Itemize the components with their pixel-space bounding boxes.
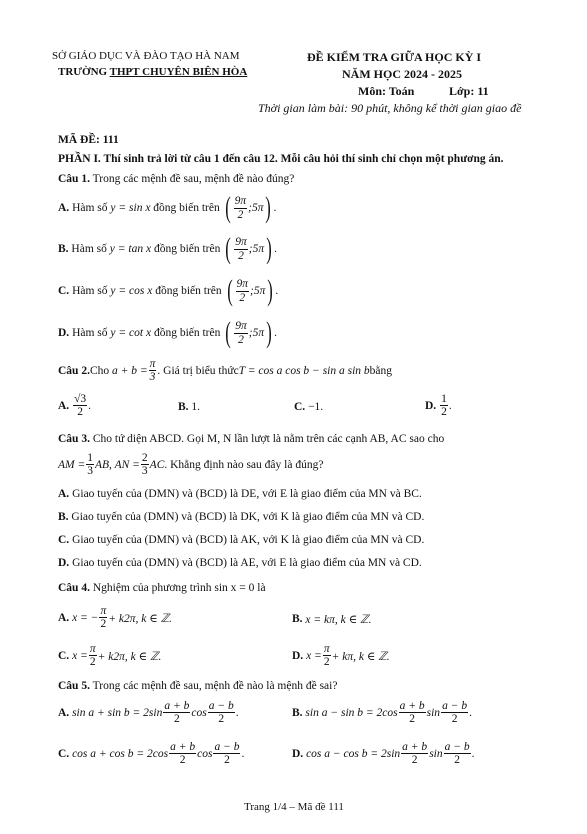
fraction: $\frac{1}{3}$ xyxy=(87,452,93,478)
question-text: Cho tứ diện ABCD. Gọi M, N lần lượt là nằm trên các cạnh AB, AC sao cho xyxy=(89,433,445,445)
fraction: $\frac{a - b}{2}$ xyxy=(442,700,468,726)
question-5 xyxy=(58,680,337,692)
expression: x = xyxy=(306,649,322,662)
fraction: $\frac{a + b}{2}$ xyxy=(170,741,196,767)
school-name-underlined: THPT CHUYÊN BIÊN HÒA xyxy=(109,66,248,78)
fraction: $\frac{\pi}{2}$ xyxy=(100,605,107,631)
school-prefix: TRƯỜNG xyxy=(58,66,110,78)
q5-option-a[interactable]: A. sin a + sin b = 2sin $\frac{a + b}{2}$ cos $\frac{a - b}{2}$ . xyxy=(58,700,239,726)
option-key: A. xyxy=(58,611,70,624)
option-text: Giao tuyến của (DMN) và (BCD) là AK, với K là giao điểm của MN và CD. xyxy=(72,534,425,546)
q4-option-a[interactable] xyxy=(58,605,172,630)
subject-label: Môn: Toán xyxy=(358,84,415,98)
q2-option-d[interactable]: D. $\frac{1}{2}$ . xyxy=(425,393,452,419)
expression: cos a + cos b = 2cos xyxy=(72,747,169,760)
part-one-instructions: PHẦN I. Thí sinh trả lời từ câu 1 đến câu 12. Mỗi câu hỏi thí sinh chỉ chọn một phương án. xyxy=(58,153,504,165)
option-text: Hàm số xyxy=(72,327,108,339)
interval-fraction: $\frac{9\pi}{2}$ xyxy=(235,320,247,346)
question-text: Trong các mệnh đề sau, mệnh đề nào là mệnh đề sai? xyxy=(89,680,338,692)
expression: sin xyxy=(429,747,443,760)
question-label: Câu 2. xyxy=(58,364,90,377)
option-text: Giao tuyến của (DMN) và (BCD) là DE, với E là giao điểm của MN và BC. xyxy=(72,488,422,500)
condition-fraction: $\frac{\pi}{3}$ xyxy=(149,358,156,384)
function-expr: y = cos x xyxy=(110,285,153,297)
option-text: đồng biến trên xyxy=(153,327,221,339)
option-key: B. xyxy=(178,401,189,413)
question-text: . Khẳng định nào sau đây là đúng? xyxy=(164,458,324,471)
question-4 xyxy=(58,582,266,594)
q3-option-a[interactable] xyxy=(58,488,422,500)
fraction: $\frac{a + b}{2}$ xyxy=(164,700,190,726)
expression: + k2π, k ∈ ℤ. xyxy=(108,612,173,625)
interval-right: ;5π xyxy=(248,327,265,339)
fraction: $\frac{a - b}{2}$ xyxy=(214,741,240,767)
option-text: đồng biến trên xyxy=(155,285,222,297)
q4-option-d[interactable] xyxy=(292,643,390,668)
fraction: $\frac{\pi}{2}$ xyxy=(323,643,330,669)
option-text: Hàm số xyxy=(72,285,108,297)
interval-fraction: $\frac{9\pi}{2}$ xyxy=(235,236,247,262)
option-key: C. xyxy=(294,401,306,413)
school-year: NĂM HỌC 2024 - 2025 xyxy=(342,67,462,81)
q5-option-d[interactable]: D. cos a − cos b = 2sin $\frac{a + b}{2}$ sin $\frac{a - b}{2}$ . xyxy=(292,741,475,767)
q2-option-b[interactable] xyxy=(178,401,200,413)
option-text: Giao tuyến của (DMN) và (BCD) là DK, với K là giao điểm của MN và CD. xyxy=(71,511,425,523)
option-fraction: $\frac{1}{2}$ xyxy=(441,393,447,419)
function-expr: y = sin x xyxy=(110,202,151,214)
option-value: −1. xyxy=(308,401,324,413)
exam-code: MÃ ĐỀ: 111 xyxy=(58,134,119,146)
expression: + kπ, k ∈ ℤ. xyxy=(331,650,390,663)
interval-right: ;5π xyxy=(248,243,265,255)
q2-option-c[interactable] xyxy=(294,401,323,413)
option-key: C. xyxy=(58,534,70,546)
expression: x = − xyxy=(72,611,99,624)
option-key: B. xyxy=(292,613,303,625)
fraction: $\frac{\pi}{2}$ xyxy=(89,643,96,669)
option-fraction: $\frac{√3}{2}$ xyxy=(74,393,87,419)
option-key: A. xyxy=(58,399,70,412)
q1-option-c[interactable]: C. Hàm số y = cos x đồng biến trên ( $\frac{9\pi}{2}$ ;5π ) . xyxy=(58,274,279,307)
fraction: $\frac{a + b}{2}$ xyxy=(399,700,425,726)
expression: sin a + sin b = 2sin xyxy=(72,706,163,719)
expression: AB, AN = xyxy=(95,458,140,471)
option-key: A. xyxy=(58,202,70,214)
fraction: $\frac{a - b}{2}$ xyxy=(444,741,470,767)
q1-option-b[interactable]: B. Hàm số y = tan x đồng biến trên ( $\frac{9\pi}{2}$ ;5π ) . xyxy=(58,232,277,265)
q4-option-c[interactable] xyxy=(58,643,161,668)
option-key: D. xyxy=(58,327,70,339)
q3-option-c[interactable] xyxy=(58,534,424,546)
question-label: Câu 3. xyxy=(58,433,90,445)
option-key: D. xyxy=(425,399,437,412)
expression: cos xyxy=(197,747,213,760)
department-name: SỞ GIÁO DỤC VÀ ĐÀO TẠO HÀ NAM xyxy=(52,50,240,62)
question-text: Cho xyxy=(89,364,110,377)
option-key: A. xyxy=(58,488,70,500)
interval-right: ;5π xyxy=(250,285,266,297)
exam-title: ĐỀ KIỂM TRA GIỮA HỌC KỲ I xyxy=(307,50,482,64)
option-key: B. xyxy=(58,243,69,255)
option-key: B. xyxy=(292,706,303,719)
expression: AC xyxy=(149,458,165,471)
q4-option-b[interactable] xyxy=(292,612,371,626)
q3-option-d[interactable] xyxy=(58,557,422,569)
option-key: D. xyxy=(292,649,304,662)
function-expr: y = cot x xyxy=(110,327,152,339)
q3-option-b[interactable] xyxy=(58,511,424,523)
q2-option-a[interactable]: A. $\frac{√3}{2}$ . xyxy=(58,393,91,419)
interval-fraction: $\frac{9\pi}{2}$ xyxy=(234,195,247,221)
interval-fraction: $\frac{9\pi}{2}$ xyxy=(236,278,249,304)
expression: AM = xyxy=(58,458,86,471)
option-key: C. xyxy=(58,285,70,297)
expression: T = cos a cos b − sin a sin b xyxy=(238,364,370,377)
expression: x = xyxy=(72,649,88,662)
question-1 xyxy=(58,173,294,185)
question-2 xyxy=(58,358,392,383)
option-text: Giao tuyến của (DMN) và (BCD) là AE, với E là giao điểm của MN và CD. xyxy=(72,557,422,569)
question-text: Nghiệm của phương trình sin x = 0 là xyxy=(89,582,266,594)
question-label: Câu 1. xyxy=(58,173,90,185)
expression: sin xyxy=(426,706,441,719)
option-text: Hàm số xyxy=(71,243,107,255)
question-text: Trong các mệnh đề sau, mệnh đề nào đúng? xyxy=(89,173,295,185)
fraction: $\frac{2}{3}$ xyxy=(141,452,148,478)
option-key: D. xyxy=(292,747,304,760)
option-value: 1. xyxy=(191,401,201,413)
question-label: Câu 5. xyxy=(58,680,90,692)
interval-right: ;5π xyxy=(248,202,264,214)
condition-expr: a + b = xyxy=(112,364,148,377)
option-key: C. xyxy=(58,747,70,760)
fraction: $\frac{a + b}{2}$ xyxy=(402,741,428,767)
q1-option-d[interactable]: D. Hàm số y = cot x đồng biến trên ( $\frac{9\pi}{2}$ ;5π ) . xyxy=(58,316,277,349)
q1-option-a[interactable]: A. Hàm số y = sin x đồng biến trên ( $\frac{9\pi}{2}$ ;5π ) . xyxy=(58,191,277,224)
time-limit: Thời gian làm bài: 90 phút, không kể thời gian giao đề xyxy=(258,101,522,115)
option-key: D. xyxy=(58,557,70,569)
q5-option-b[interactable]: B. sin a − sin b = 2cos $\frac{a + b}{2}$ sin $\frac{a - b}{2}$ . xyxy=(292,700,472,726)
fraction: $\frac{a - b}{2}$ xyxy=(208,700,234,726)
option-text: Hàm số xyxy=(72,202,108,214)
question-text: . Giá trị biểu thức xyxy=(157,364,239,377)
expression: sin a − sin b = 2cos xyxy=(305,706,398,719)
expression: + k2π, k ∈ ℤ. xyxy=(97,650,162,663)
option-key: A. xyxy=(58,706,70,719)
grade-label: Lớp: 11 xyxy=(449,84,489,98)
question-3-line-2 xyxy=(58,452,323,477)
expression: cos a − cos b = 2sin xyxy=(306,747,401,760)
option-text: đồng biến trên xyxy=(153,202,220,214)
expression: cos xyxy=(191,706,207,719)
page-footer: Trang 1/4 – Mã đề 111 xyxy=(244,801,344,813)
question-label: Câu 4. xyxy=(58,582,90,594)
question-3 xyxy=(58,433,444,445)
function-expr: y = tan x xyxy=(109,243,152,255)
question-text: bằng xyxy=(369,364,393,377)
option-text: đồng biến trên xyxy=(153,243,221,255)
expression: x = kπ, k ∈ ℤ. xyxy=(305,614,372,626)
option-key: B. xyxy=(58,511,69,523)
q5-option-c[interactable]: C. cos a + cos b = 2cos $\frac{a + b}{2}$ cos $\frac{a - b}{2}$ . xyxy=(58,741,245,767)
option-key: C. xyxy=(58,649,70,662)
school-name xyxy=(58,66,247,78)
